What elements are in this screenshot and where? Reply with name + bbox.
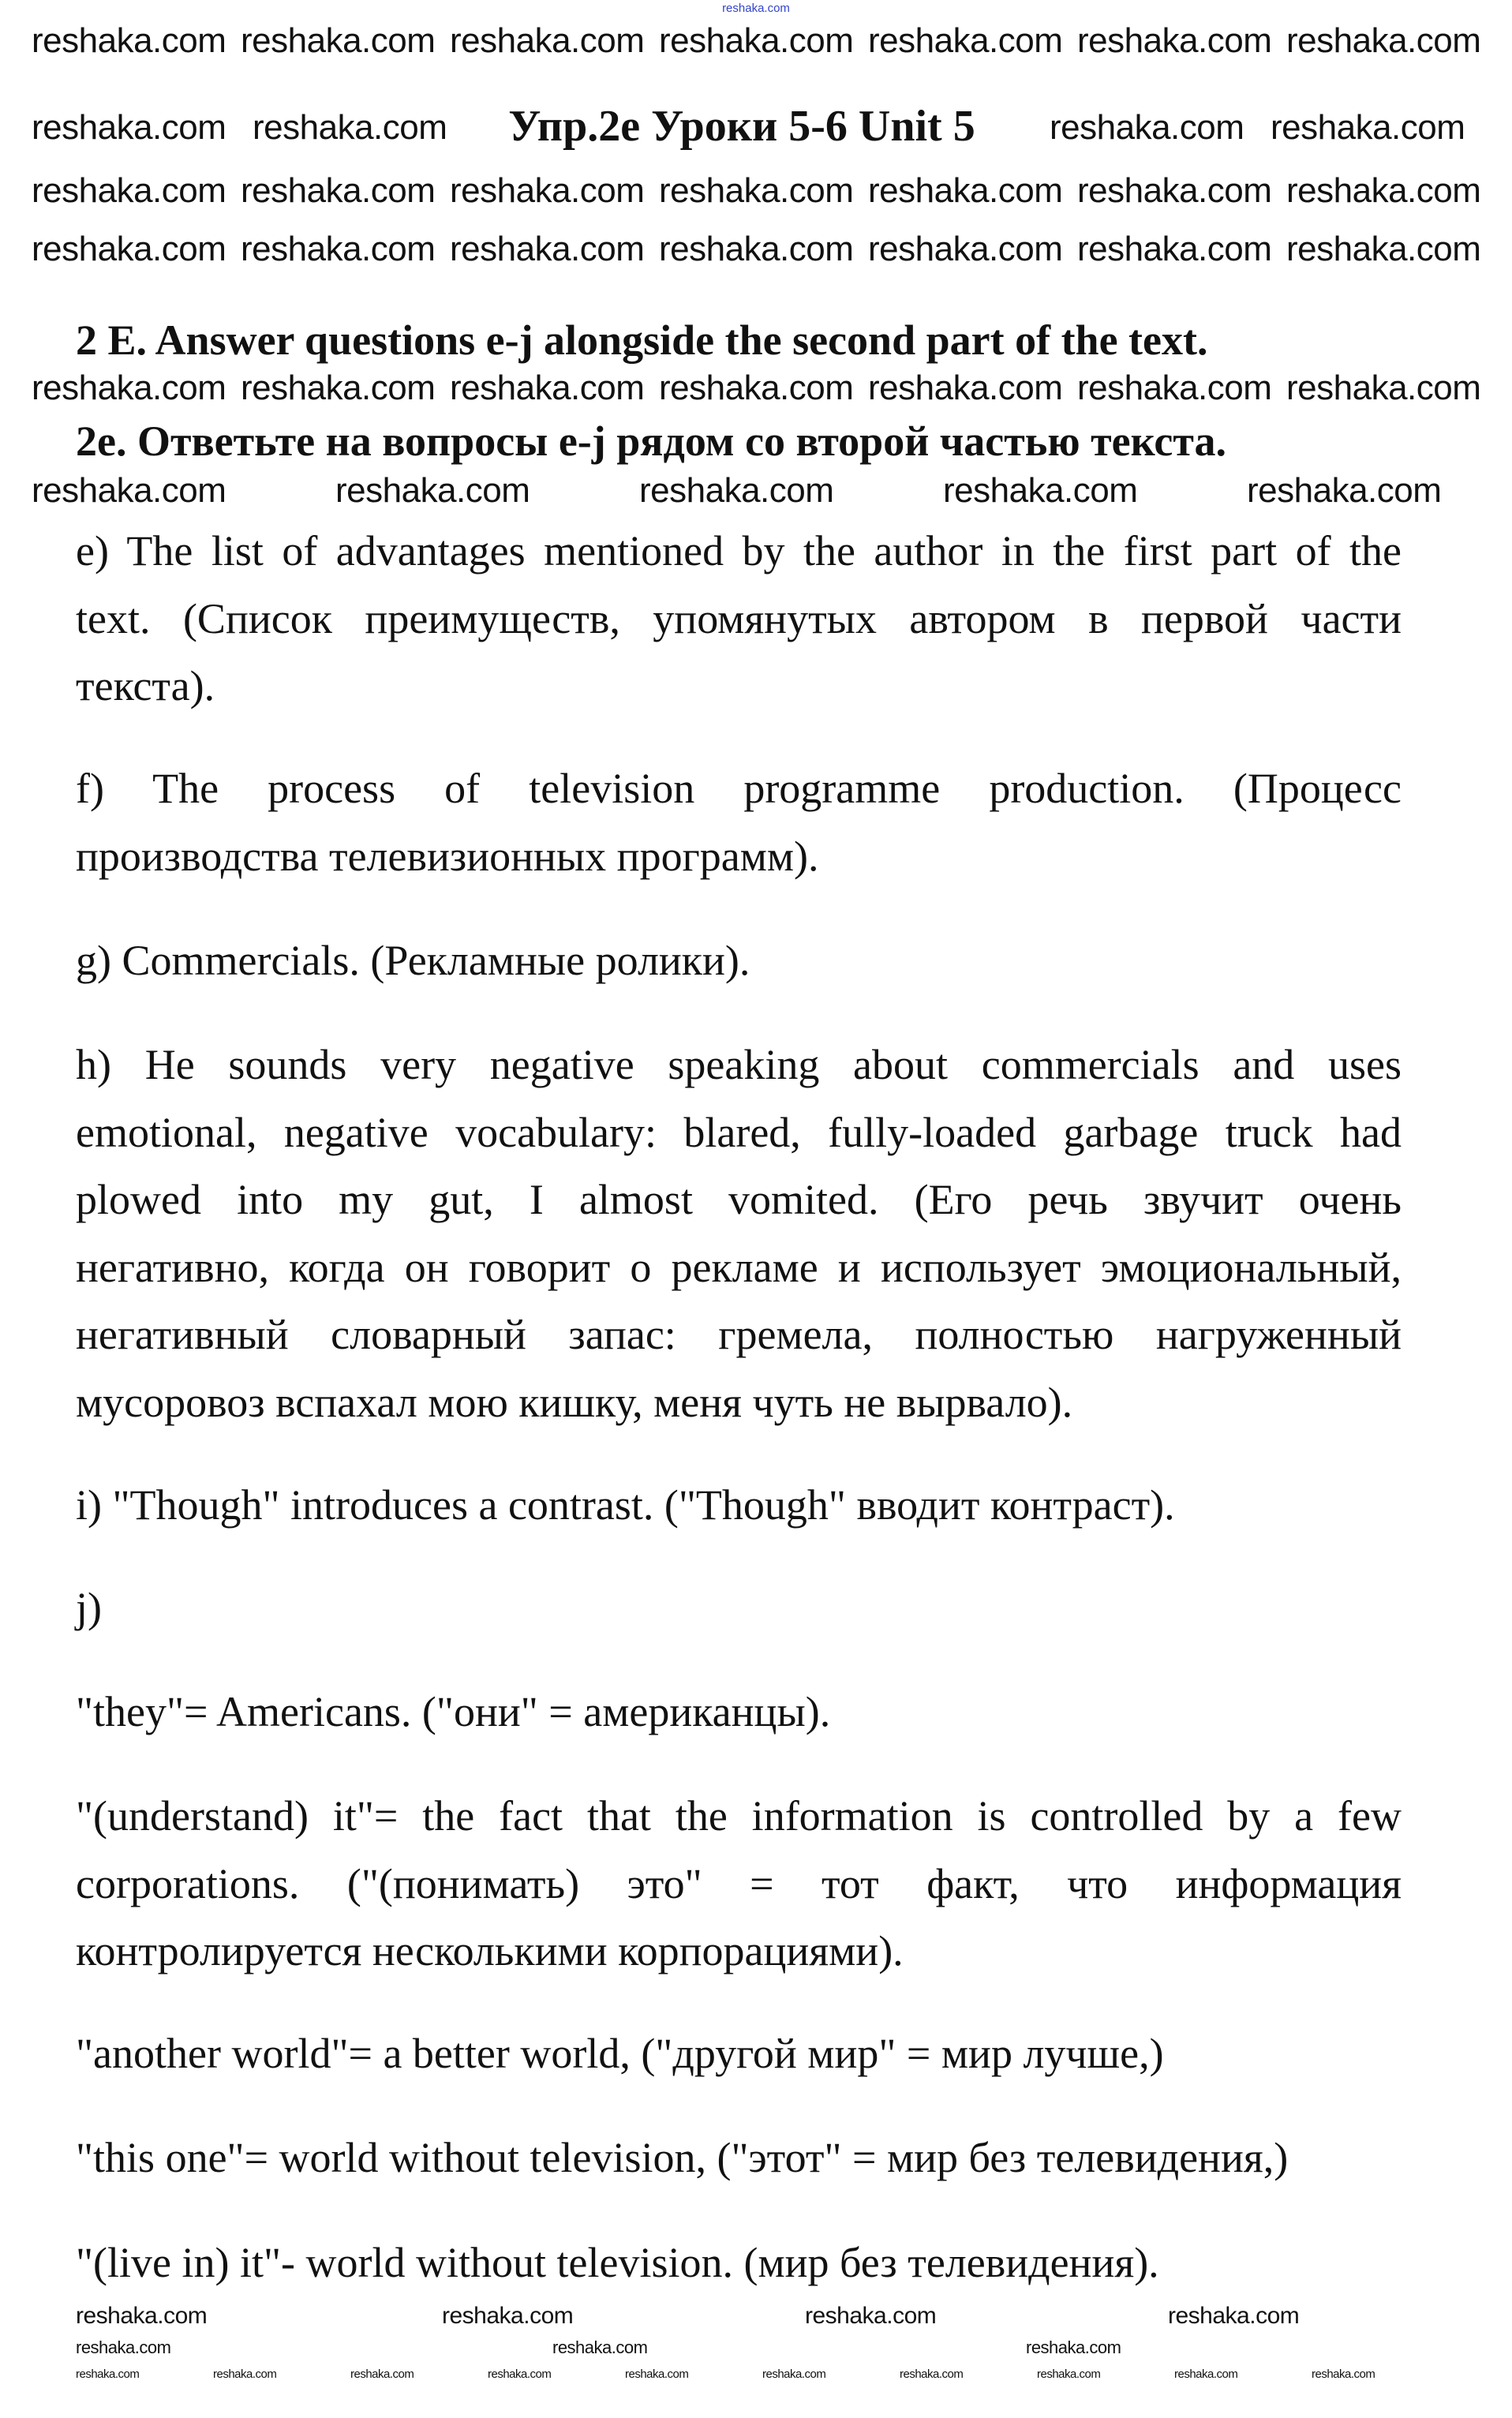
answer-f bbox=[76, 755, 1402, 890]
watermark: reshaka.com bbox=[488, 2367, 552, 2381]
answer-line: негативный словарный запас: гремела, полностью нагруженный bbox=[76, 1311, 1402, 1358]
answer-j-they bbox=[76, 1679, 1402, 1746]
page-title: Упр.2е Уроки 5-6 Unit 5 bbox=[508, 102, 975, 151]
watermark: reshaka.com bbox=[76, 2367, 140, 2381]
watermark: reshaka.com bbox=[32, 471, 226, 510]
watermark: reshaka.com bbox=[450, 369, 645, 407]
answer-i bbox=[76, 1472, 1402, 1540]
watermark: reshaka.com bbox=[450, 171, 645, 210]
watermark: reshaka.com bbox=[1077, 230, 1272, 268]
watermark: reshaka.com bbox=[625, 2367, 689, 2381]
watermark: reshaka.com bbox=[442, 2303, 574, 2329]
watermark: reshaka.com bbox=[868, 230, 1063, 268]
answer-j-this-one bbox=[76, 2124, 1402, 2192]
answer-line: text. (Список преимуществ, упомянутых автором в первой части bbox=[76, 594, 1402, 642]
watermark: reshaka.com bbox=[213, 2367, 277, 2381]
answer-line: "they"= Americans. ("они" = американцы). bbox=[76, 1688, 831, 1735]
answer-line: "(live in) it"- world without television. (мир без телевидения). bbox=[76, 2239, 1159, 2286]
watermark: reshaka.com bbox=[32, 230, 226, 268]
answer-line: производства телевизионных программ). bbox=[76, 832, 819, 880]
answer-line: "(understand) it"= the fact that the information is controlled by a few bbox=[76, 1792, 1402, 1840]
answer-line: мусоровоз вспахал мою кишку, меня чуть не вырвало). bbox=[76, 1378, 1073, 1426]
task-heading-english: 2 E. Answer questions e-j alongside the second part of the text. bbox=[76, 316, 1208, 364]
watermark: reshaka.com bbox=[32, 21, 226, 60]
answer-j bbox=[76, 1574, 1402, 1642]
watermark: reshaka.com bbox=[659, 171, 854, 210]
answer-line: контролируется несколькими корпорациями). bbox=[76, 1927, 904, 1974]
watermark: reshaka.com bbox=[1168, 2303, 1300, 2329]
watermark: reshaka.com bbox=[639, 471, 834, 510]
answer-line: f) The process of television programme production. (Процесс bbox=[76, 765, 1402, 812]
answer-g bbox=[76, 927, 1402, 995]
answer-h bbox=[76, 1031, 1402, 1436]
watermark: reshaka.com bbox=[335, 471, 530, 510]
watermark: reshaka.com bbox=[1247, 471, 1442, 510]
watermark: reshaka.com bbox=[450, 21, 645, 60]
watermark: reshaka.com bbox=[900, 2367, 964, 2381]
answer-j-another-world bbox=[76, 2020, 1402, 2088]
answer-line: i) "Though" introduces a contrast. ("Though" вводит контраст). bbox=[76, 1481, 1175, 1529]
answer-line: g) Commercials. (Рекламные ролики). bbox=[76, 937, 750, 984]
answer-line: текста). bbox=[76, 662, 215, 709]
watermark: reshaka.com bbox=[1077, 171, 1272, 210]
watermark: reshaka.com bbox=[76, 2303, 208, 2329]
watermark: reshaka.com bbox=[943, 471, 1138, 510]
watermark: reshaka.com bbox=[1286, 230, 1481, 268]
watermark: reshaka.com bbox=[1026, 2338, 1121, 2357]
watermark: reshaka.com bbox=[1286, 171, 1481, 210]
watermark: reshaka.com bbox=[1077, 21, 1272, 60]
watermark: reshaka.com bbox=[868, 21, 1063, 60]
watermark: reshaka.com bbox=[552, 2338, 648, 2357]
watermark: reshaka.com bbox=[253, 108, 447, 147]
answer-line: corporations. ("(понимать) это" = тот факт, что информация bbox=[76, 1859, 1402, 1907]
watermark: reshaka.com bbox=[868, 369, 1063, 407]
answer-line: j) bbox=[76, 1584, 102, 1631]
watermark: reshaka.com bbox=[241, 230, 436, 268]
watermark: reshaka.com bbox=[32, 171, 226, 210]
watermark: reshaka.com bbox=[868, 171, 1063, 210]
watermark: reshaka.com bbox=[32, 108, 226, 147]
answer-line: негативно, когда он говорит о рекламе и использует эмоциональный, bbox=[76, 1243, 1402, 1291]
watermark-top[interactable]: reshaka.com bbox=[722, 2, 790, 15]
answer-j-understand-it bbox=[76, 1783, 1402, 1986]
watermark: reshaka.com bbox=[1050, 108, 1244, 147]
answer-line: h) He sounds very negative speaking about commercials and uses bbox=[76, 1041, 1402, 1088]
watermark: reshaka.com bbox=[1312, 2367, 1375, 2381]
watermark: reshaka.com bbox=[32, 369, 226, 407]
watermark: reshaka.com bbox=[659, 369, 854, 407]
answer-j-live-in-it bbox=[76, 2229, 1402, 2297]
watermark: reshaka.com bbox=[241, 21, 436, 60]
watermark: reshaka.com bbox=[1037, 2367, 1101, 2381]
watermark: reshaka.com bbox=[659, 230, 854, 268]
watermark: reshaka.com bbox=[1286, 21, 1481, 60]
task-heading-russian: 2е. Ответьте на вопросы e-j рядом со второй частью текста. bbox=[76, 417, 1226, 465]
watermark: reshaka.com bbox=[1174, 2367, 1238, 2381]
watermark: reshaka.com bbox=[241, 369, 436, 407]
watermark: reshaka.com bbox=[762, 2367, 826, 2381]
watermark: reshaka.com bbox=[1286, 369, 1481, 407]
answer-e bbox=[76, 518, 1402, 721]
watermark: reshaka.com bbox=[450, 230, 645, 268]
watermark: reshaka.com bbox=[241, 171, 436, 210]
answer-line: "this one"= world without television, ("этот" = мир без телевидения,) bbox=[76, 2134, 1289, 2181]
watermark: reshaka.com bbox=[76, 2338, 171, 2357]
watermark: reshaka.com bbox=[659, 21, 854, 60]
answer-line: "another world"= a better world, ("другой мир" = мир лучше,) bbox=[76, 2030, 1164, 2077]
watermark: reshaka.com bbox=[350, 2367, 414, 2381]
watermark: reshaka.com bbox=[805, 2303, 937, 2329]
watermark: reshaka.com bbox=[1077, 369, 1272, 407]
watermark: reshaka.com bbox=[1271, 108, 1465, 147]
answer-line: emotional, negative vocabulary: blared, fully-loaded garbage truck had bbox=[76, 1108, 1402, 1156]
answer-line: plowed into my gut, I almost vomited. (Его речь звучит очень bbox=[76, 1176, 1402, 1223]
answer-line: e) The list of advantages mentioned by the author in the first part of the bbox=[76, 527, 1402, 575]
